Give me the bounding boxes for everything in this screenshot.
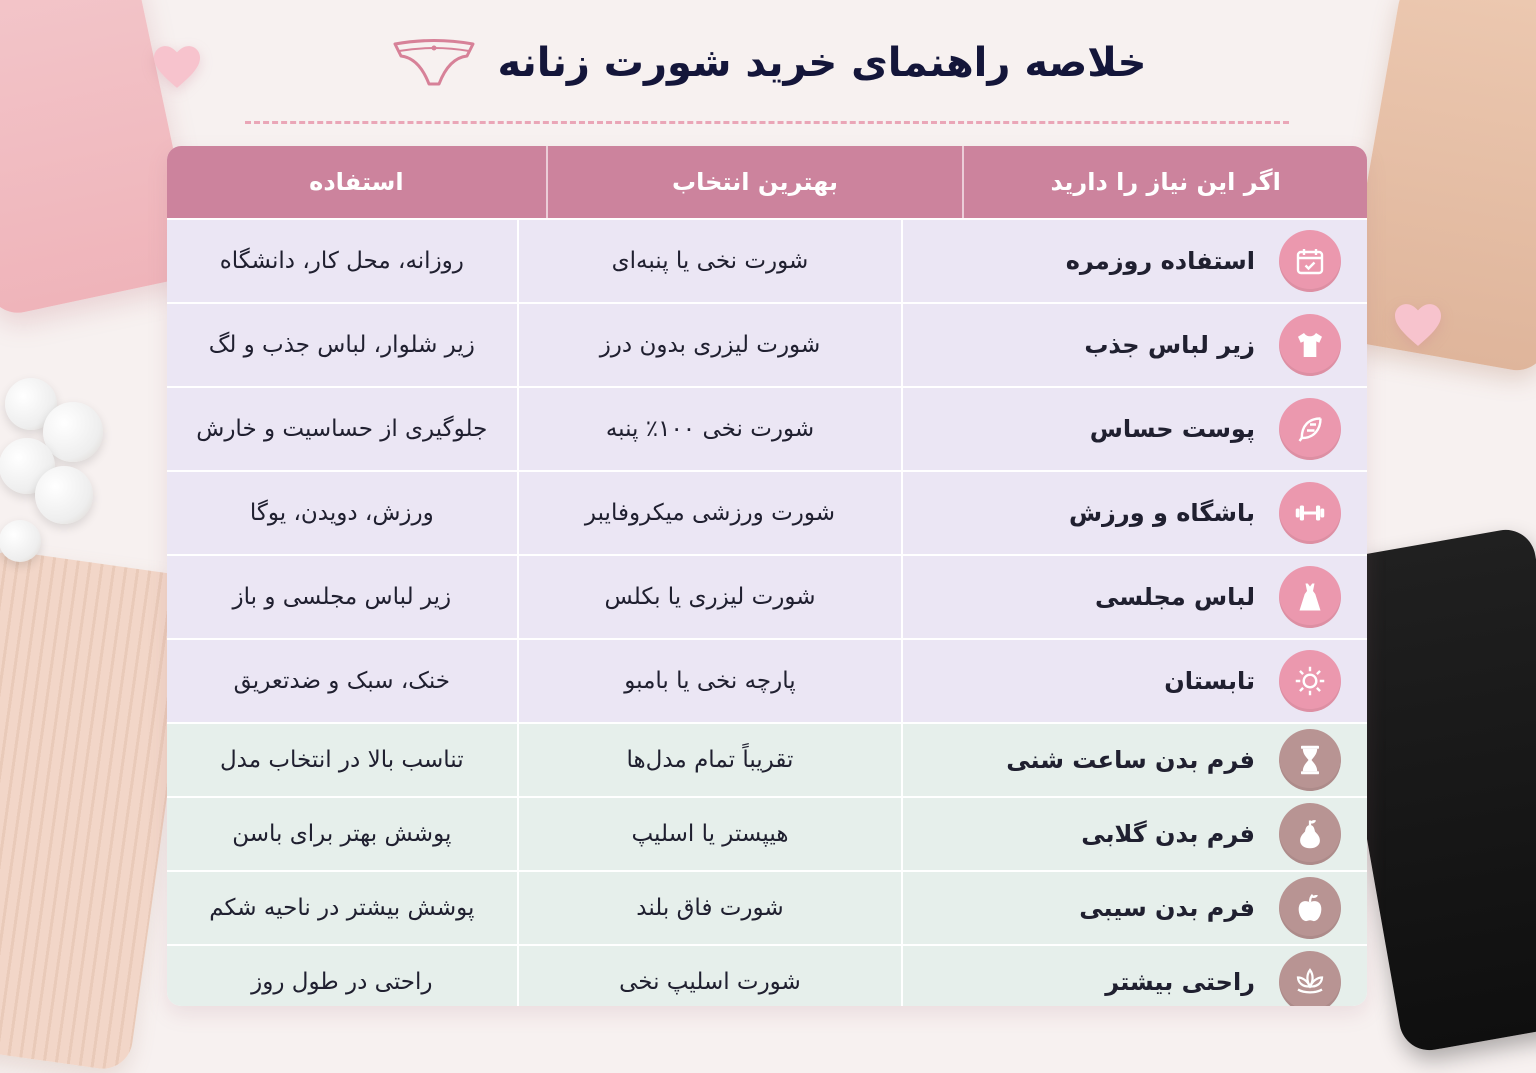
- heart-icon: [152, 44, 204, 90]
- pear-icon: [1280, 803, 1342, 865]
- use-cell: زیر شلوار، لباس جذب و لگ: [209, 332, 476, 358]
- need-cell: [902, 472, 1368, 554]
- best-choice-cell: پارچه نخی یا بامبو: [518, 640, 903, 722]
- table-row: [168, 218, 1368, 302]
- table-row: [168, 944, 1368, 1006]
- best-choice-cell: هیپستر یا اسلیپ: [518, 798, 903, 870]
- use-cell: خنک، سبک و ضدتعریق: [234, 668, 451, 694]
- use-cell: ورزش، دویدن، یوگا: [250, 500, 435, 526]
- need-label: استفاده روزمره: [1066, 247, 1256, 275]
- best-choice-cell: شورت نخی ۱۰۰٪ پنبه: [518, 388, 903, 470]
- lotus-icon: [1280, 951, 1342, 1006]
- use-cell: پوشش بهتر برای باسن: [233, 821, 453, 847]
- feather-icon: [1280, 398, 1342, 460]
- need-cell: [902, 798, 1368, 870]
- title-divider: [246, 121, 1290, 124]
- calendar-check-icon: [1280, 230, 1342, 292]
- need-cell: [902, 946, 1368, 1006]
- best-choice-cell: شورت نخی یا پنبه‌ای: [518, 220, 903, 302]
- need-label: تابستان: [1165, 667, 1256, 695]
- need-label: پوست حساس: [1090, 415, 1256, 443]
- heart-icon: [1393, 302, 1445, 348]
- need-label: لباس مجلسی: [1096, 583, 1256, 611]
- cotton-ball-decoration: [36, 466, 94, 524]
- need-label: فرم بدن ساعت شنی: [1007, 746, 1256, 774]
- need-cell: [902, 872, 1368, 944]
- cotton-ball-decoration: [0, 520, 42, 562]
- use-cell: روزانه، محل کار، دانشگاه: [220, 248, 465, 274]
- table-row: [168, 870, 1368, 944]
- table-body: [168, 218, 1368, 1006]
- table-row: [168, 470, 1368, 554]
- hourglass-icon: [1280, 729, 1342, 791]
- use-cell: راحتی در طول روز: [252, 969, 434, 995]
- need-label: زیر لباس جذب: [1085, 331, 1256, 359]
- header-use: استفاده: [310, 168, 405, 196]
- need-label: باشگاه و ورزش: [1069, 499, 1256, 527]
- use-cell: پوشش بیشتر در ناحیه شکم: [210, 895, 476, 921]
- best-choice-cell: شورت لیزری بدون درز: [518, 304, 903, 386]
- need-cell: [902, 304, 1368, 386]
- table-row: [168, 386, 1368, 470]
- need-cell: [902, 556, 1368, 638]
- best-choice-cell: شورت اسلیپ نخی: [518, 946, 903, 1006]
- guide-table: [168, 146, 1368, 1006]
- best-choice-cell: شورت فاق بلند: [518, 872, 903, 944]
- page-title: خلاصه راهنمای خرید شورت زنانه: [498, 40, 1148, 86]
- need-cell: [902, 220, 1368, 302]
- header-need: اگر این نیاز را دارید: [963, 146, 1368, 218]
- underwear-outline-icon: [389, 34, 481, 92]
- apple-icon: [1280, 877, 1342, 939]
- use-cell: جلوگیری از حساسیت و خارش: [197, 416, 489, 442]
- need-label: فرم بدن سیبی: [1080, 894, 1256, 922]
- table-row: [168, 722, 1368, 796]
- tshirt-icon: [1280, 314, 1342, 376]
- dress-icon: [1280, 566, 1342, 628]
- need-cell: [902, 724, 1368, 796]
- best-choice-cell: شورت لیزری یا بکلس: [518, 556, 903, 638]
- need-cell: [902, 640, 1368, 722]
- need-label: فرم بدن گلابی: [1082, 820, 1256, 848]
- table-row: [168, 302, 1368, 386]
- use-cell: تناسب بالا در انتخاب مدل: [220, 747, 465, 773]
- sun-icon: [1280, 650, 1342, 712]
- header-best-choice: بهترین انتخاب: [547, 146, 964, 218]
- dumbbell-icon: [1280, 482, 1342, 544]
- table-row: [168, 638, 1368, 722]
- use-cell: زیر لباس مجلسی و باز: [233, 584, 453, 610]
- need-label: راحتی بیشتر: [1106, 968, 1256, 996]
- table-header-row: [168, 146, 1368, 218]
- table-row: [168, 796, 1368, 870]
- table-row: [168, 554, 1368, 638]
- best-choice-cell: تقریباً تمام مدل‌ها: [518, 724, 903, 796]
- best-choice-cell: شورت ورزشی میکروفایبر: [518, 472, 903, 554]
- title-area: [230, 24, 1306, 102]
- need-cell: [902, 388, 1368, 470]
